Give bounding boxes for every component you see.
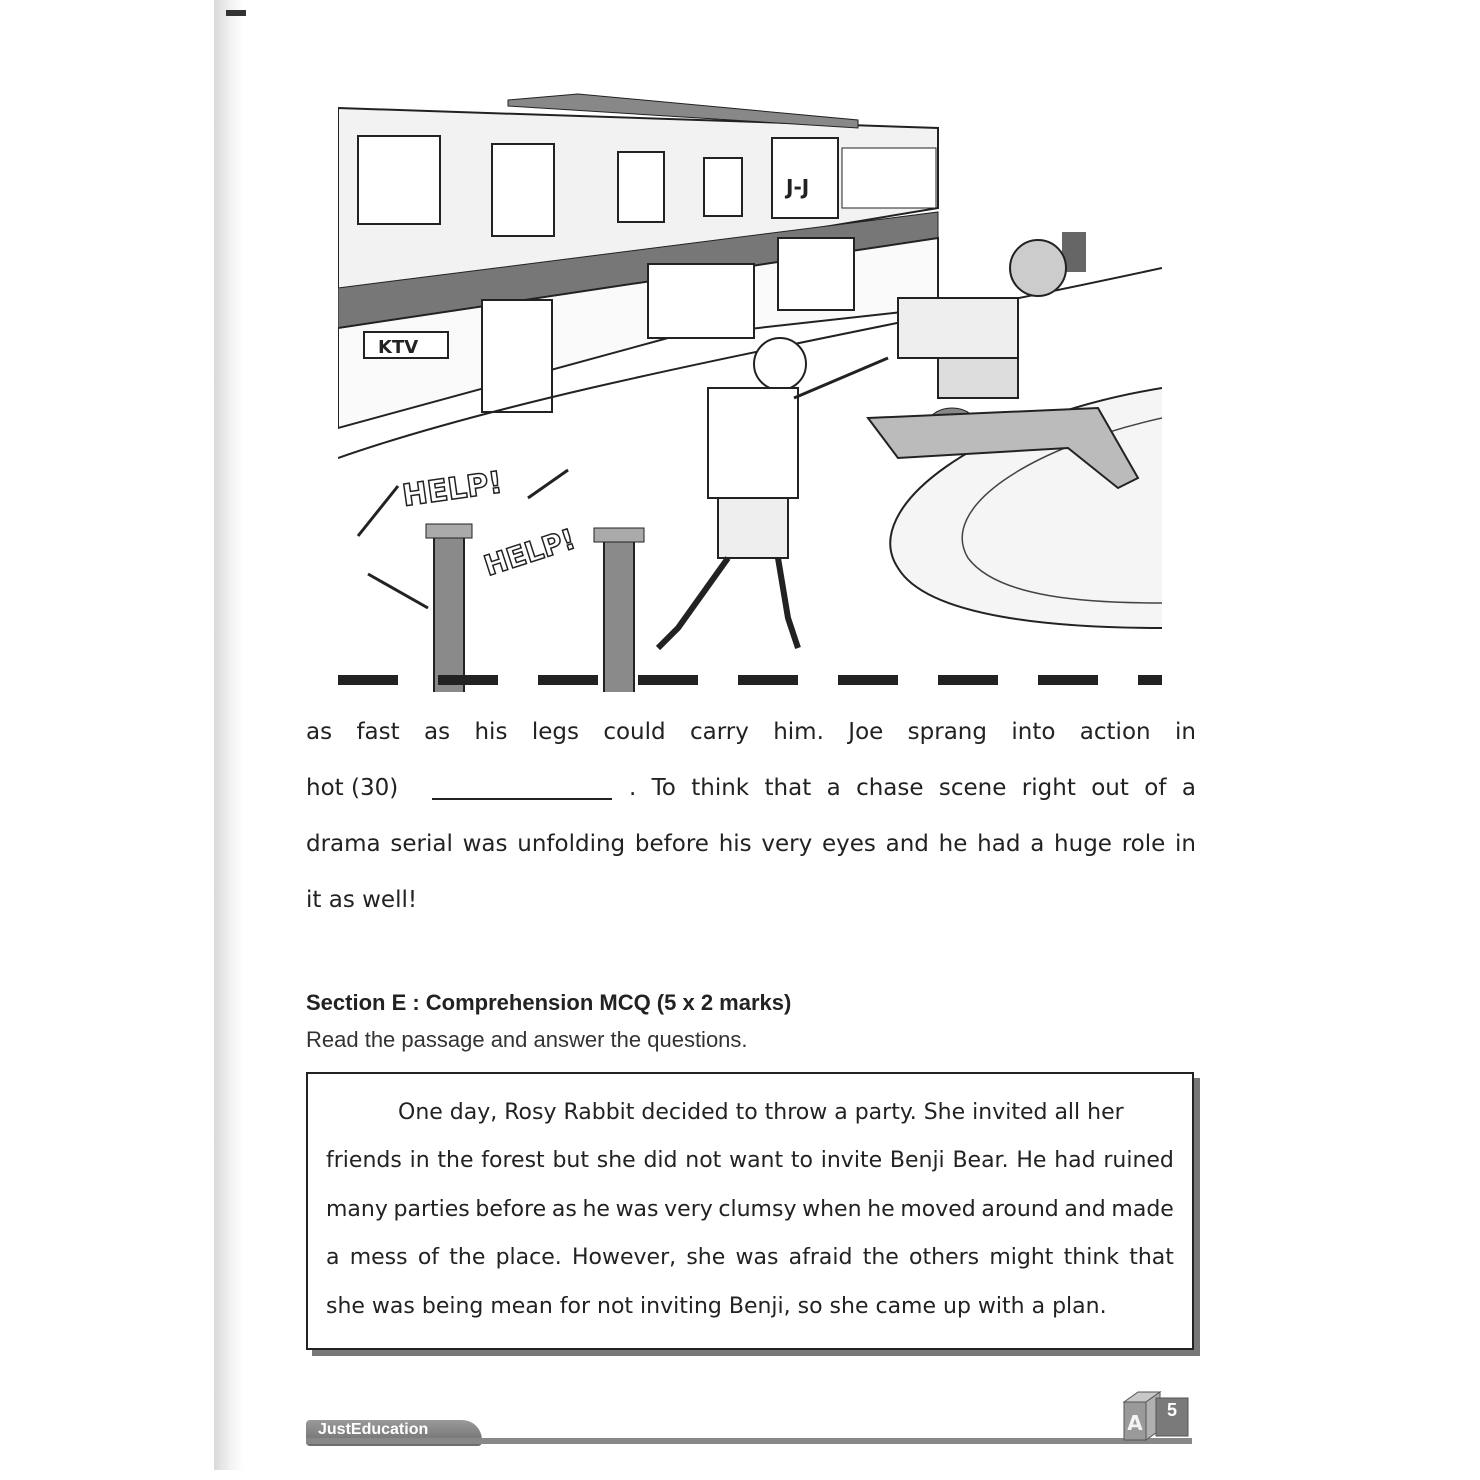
word: was — [462, 831, 508, 857]
word: clumsy — [718, 1196, 797, 1222]
passage-line-5: she was being mean for not inviting Benji, so she came up with a plan. — [326, 1293, 1107, 1319]
word: Joe — [848, 719, 884, 745]
comprehension-passage-box — [306, 1072, 1194, 1350]
page-number: 5 — [1166, 1400, 1177, 1420]
word: the — [437, 1148, 474, 1174]
word: out — [1091, 775, 1129, 801]
word: before — [475, 1196, 547, 1222]
word: very — [761, 831, 813, 857]
footer-rule — [306, 1438, 1192, 1444]
word: action — [1079, 719, 1151, 745]
word: of — [1144, 775, 1167, 801]
word: Benji — [889, 1148, 945, 1174]
word: in — [1174, 719, 1196, 745]
word: ruined — [1103, 1148, 1174, 1174]
word: carry — [689, 719, 749, 745]
word: that — [1129, 1245, 1174, 1271]
word: not — [685, 1148, 722, 1174]
page-edge-mark — [226, 10, 246, 16]
word: afraid — [788, 1245, 853, 1271]
word: might — [989, 1245, 1054, 1271]
word: in — [1175, 831, 1196, 857]
word: drama — [306, 831, 381, 857]
word: mess — [349, 1245, 408, 1271]
word: she — [596, 1148, 636, 1174]
word: he — [867, 1196, 895, 1222]
passage-line-3 — [326, 1185, 1174, 1234]
word: the — [449, 1245, 486, 1271]
page-gutter-shadow — [214, 0, 244, 1470]
jj-sign: J-J — [786, 175, 810, 199]
word: He — [1016, 1148, 1047, 1174]
word: and — [1064, 1196, 1106, 1222]
story-line-2 — [306, 760, 1196, 816]
word: the — [862, 1245, 899, 1271]
word: unfolding — [517, 831, 626, 857]
word: many — [326, 1196, 388, 1222]
answer-blank-30[interactable] — [432, 776, 612, 800]
word: scene — [938, 775, 1007, 801]
word: he — [582, 1196, 610, 1222]
word: very — [664, 1196, 713, 1222]
word: legs — [531, 719, 579, 745]
word: think — [1063, 1245, 1120, 1271]
passage-line-1: One day, Rosy Rabbit decided to throw a party. She invited all her — [398, 1099, 1124, 1125]
word: into — [1011, 719, 1056, 745]
story-line-4: it as well! — [306, 887, 418, 913]
word: but — [552, 1148, 589, 1174]
word: fast — [356, 719, 400, 745]
word: right — [1021, 775, 1076, 801]
word: To — [651, 775, 676, 801]
word: as — [306, 719, 333, 745]
word: did — [643, 1148, 678, 1174]
word: him. — [773, 719, 824, 745]
story-line-3 — [306, 816, 1196, 872]
word: was — [615, 1196, 659, 1222]
word: However, — [571, 1245, 677, 1271]
help-exclamation-2: HELP! — [479, 522, 580, 583]
word: had — [1054, 1148, 1096, 1174]
section-title: Section E : Comprehension MCQ (5 x 2 marks) — [306, 990, 792, 1015]
word: around — [981, 1196, 1059, 1222]
chase-scene-illustration — [338, 88, 1162, 692]
passage-line-2 — [326, 1137, 1174, 1186]
word: as — [424, 719, 451, 745]
passage-line-4 — [326, 1234, 1174, 1283]
question-30-label: hot (30) — [306, 775, 399, 801]
word: serial — [390, 831, 453, 857]
word: made — [1111, 1196, 1174, 1222]
word: that — [764, 775, 812, 801]
word: a — [826, 775, 841, 801]
word: a — [1030, 831, 1045, 857]
word: and — [885, 831, 929, 857]
cube-letter: A — [1127, 1411, 1143, 1435]
word: huge — [1054, 831, 1112, 857]
help-exclamation-1: HELP! — [400, 465, 505, 514]
word: he — [938, 831, 968, 857]
word: role — [1121, 831, 1166, 857]
word: . — [628, 775, 637, 801]
word: had — [977, 831, 1021, 857]
word: want — [729, 1148, 784, 1174]
word: moved — [900, 1196, 976, 1222]
publisher-logo-text: JustEducation — [318, 1421, 429, 1438]
word: as — [551, 1196, 577, 1222]
word: think — [691, 775, 750, 801]
word: she — [686, 1245, 726, 1271]
word: place. — [495, 1245, 562, 1271]
word: his — [474, 719, 508, 745]
word: could — [603, 719, 666, 745]
word: friends — [326, 1148, 402, 1174]
word: to — [790, 1148, 813, 1174]
word: a — [326, 1245, 340, 1271]
word: of — [417, 1245, 440, 1271]
word: sprang — [907, 719, 987, 745]
word: forest — [481, 1148, 545, 1174]
word: Bear. — [952, 1148, 1009, 1174]
word: eyes — [821, 831, 876, 857]
word: was — [735, 1245, 779, 1271]
word: before — [634, 831, 709, 857]
word: parties — [393, 1196, 470, 1222]
word: when — [802, 1196, 862, 1222]
ktv-sign: KTV — [378, 337, 419, 358]
word: invite — [820, 1148, 883, 1174]
word: his — [718, 831, 752, 857]
word: a — [1181, 775, 1196, 801]
story-passage-continuation — [306, 704, 1196, 928]
word: others — [909, 1245, 980, 1271]
word: in — [409, 1148, 430, 1174]
word: chase — [856, 775, 924, 801]
section-instruction: Read the passage and answer the questions. — [306, 1027, 748, 1052]
story-line-1 — [306, 704, 1196, 760]
